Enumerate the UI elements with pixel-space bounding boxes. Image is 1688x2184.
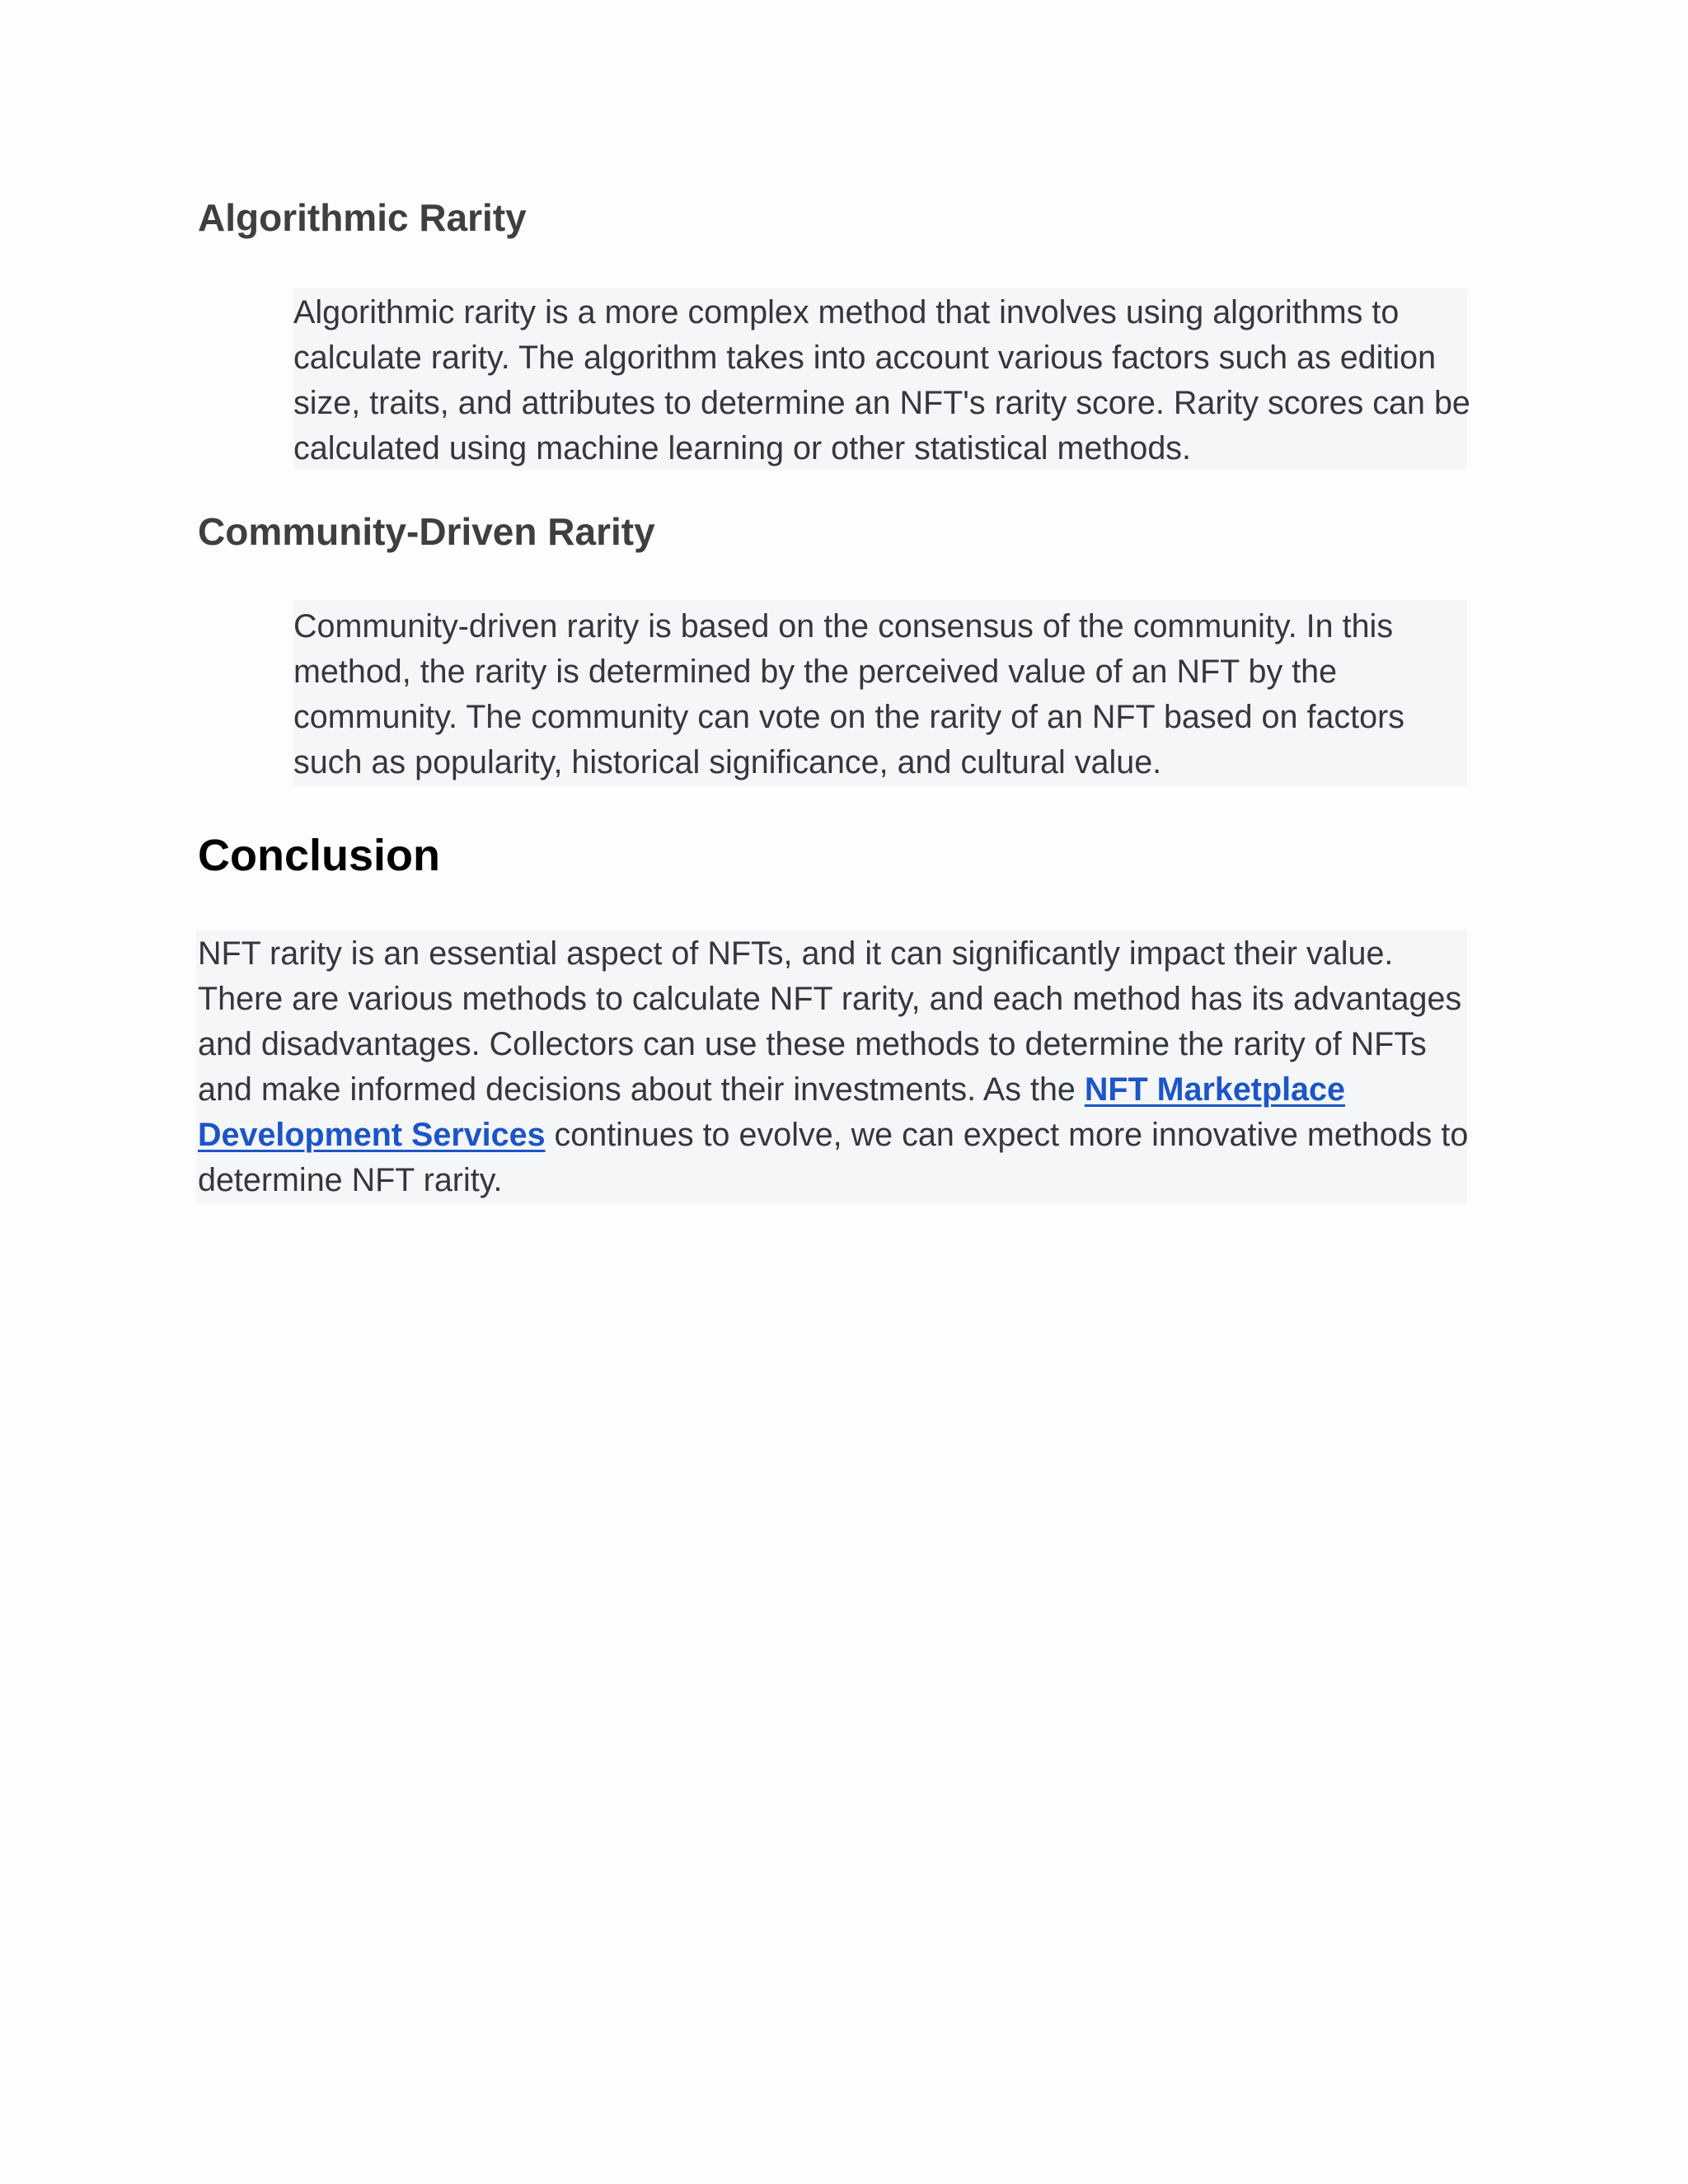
text-line [198, 1067, 1467, 1113]
text-line: calculate rarity. The algorithm takes into account various factors such as edition [293, 340, 1437, 376]
text-segment: and make informed decisions about their investments. As the [198, 1071, 1085, 1108]
text-line: method, the rarity is determined by the perceived value of an NFT by the [293, 654, 1338, 690]
development-services-link[interactable]: Development Services [198, 1117, 546, 1153]
text-line: determine NFT rarity. [198, 1162, 503, 1198]
text-line: such as popularity, historical significance, and cultural value. [293, 744, 1162, 780]
text-line: Algorithmic rarity is a more complex method that involves using algorithms to [293, 294, 1400, 330]
text-line: Community-driven rarity is based on the consensus of the community. In this [293, 608, 1394, 644]
text-line: There are various methods to calculate NFT rarity, and each method has its advantages [198, 981, 1462, 1017]
text-line: calculated using machine learning or other statistical methods. [293, 430, 1192, 466]
text-line: NFT rarity is an essential aspect of NFTs, and it can significantly impact their value. [198, 935, 1394, 972]
text-line: and disadvantages. Collectors can use these methods to determine the rarity of NFTs [198, 1026, 1427, 1062]
heading-conclusion: Conclusion [198, 831, 440, 880]
text-line: community. The community can vote on the rarity of an NFT based on factors [293, 699, 1404, 735]
heading-community-driven-rarity: Community-Driven Rarity [198, 510, 655, 553]
heading-algorithmic-rarity: Algorithmic Rarity [198, 196, 527, 239]
text-line [198, 1113, 1467, 1158]
nft-marketplace-link[interactable]: NFT Marketplace [1084, 1071, 1345, 1108]
paragraph-algorithmic-rarity [293, 290, 1470, 471]
paragraph-community-driven-rarity [293, 604, 1467, 785]
text-segment: continues to evolve, we can expect more innovative methods to [545, 1117, 1469, 1153]
conclusion-block [196, 930, 1467, 1203]
quote-block-algorithmic-rarity [293, 288, 1470, 470]
quote-block-community-driven-rarity [293, 600, 1467, 786]
text-line: size, traits, and attributes to determine an NFT's rarity score. Rarity scores can be [293, 385, 1470, 421]
paragraph-conclusion [198, 931, 1467, 1203]
